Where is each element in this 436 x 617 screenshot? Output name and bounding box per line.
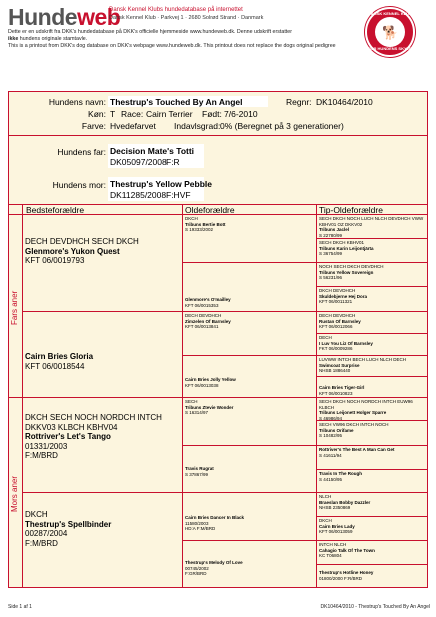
col-gen3: Tip-Oldeforældre — [319, 205, 383, 215]
gp-divider-2 — [22, 492, 428, 493]
ggp-divider-4 — [182, 540, 428, 541]
grandparent-4: DKCH Thestrup's Spellbinder 00287/2004 F:M/BRD — [25, 510, 112, 548]
mother-label: Hundens mor: — [52, 180, 106, 190]
disclaimer-da-1: Dette er en udskrift fra DKK's hundedatabase på DKK's officielle hjemmeside www.hundeweb.dk. Denne udskrift erstatter — [8, 29, 292, 35]
divider — [8, 135, 428, 136]
father-info: F:R — [166, 157, 180, 167]
gg-grandparent-8: Cairn Bries Tiger-Girl KFT 06/0010823 — [319, 385, 365, 396]
mother-name: Thestrup's Yellow Pebble — [110, 179, 213, 189]
gggp-divider-7 — [316, 516, 428, 517]
gg-grandparent-10: SECH VW96 DKCH INTCH NOCH Tribuns Orifame S 10482/95 — [319, 422, 389, 438]
ggp-divider-2 — [182, 355, 428, 356]
gg-grandparent-3: NOCH SECH DKCH DEVDHCH Tribuns Yellow Sovereign S 56231/96 — [319, 264, 384, 280]
gg-grandparent-1: SECH DKCH NOCH LUCH NLCH DEVDHCH VWW KBHV01 OZ DKKV02 Tribuns Jaclel S 22780/99 — [319, 216, 424, 238]
gg-grandparent-11: Rottriver's The Best A Man Can Get S 41611/94 — [319, 447, 395, 458]
great-grandparent-3: DECH DEVDHCH Zimzelen Of Barnsley KFT 06/0013841 — [185, 313, 231, 329]
mother-regnr: DK11285/2008 — [110, 190, 167, 200]
race-value: Cairn Terrier — [146, 109, 193, 119]
color-value: Hvedefarvet — [110, 121, 156, 131]
name-label: Hundens navn: — [48, 97, 106, 107]
grandparent-2: Cairn Bries Gloria KFT 06/0018544 — [25, 352, 94, 371]
regnr-label: Regnr: — [286, 97, 312, 107]
born-label: Født: — [202, 109, 222, 119]
gggp-divider-2 — [316, 286, 428, 287]
disclaimer-da-2: ikke hundens originale stamtavle. — [8, 36, 88, 42]
inbreeding-value: 0% (Beregnet på 3 generationer) — [220, 121, 344, 131]
regnr-value: DK10464/2010 — [316, 97, 373, 107]
org-line: Dansk Kennel Klubs hundedatabase på internettet — [109, 7, 243, 13]
great-grandparent-2: Glenmore's O'mailley KFT 06/0015353 — [185, 297, 231, 308]
great-grandparent-7: Cairn Bries Dancer In Black 11580/2003 HD:A F:M/BRD — [185, 515, 245, 531]
gggp-divider-3 — [316, 333, 428, 334]
gg-grandparent-16: Thestrup's Hotline Honey 01800/2000 F:R/BRD — [319, 570, 374, 581]
gggp-divider-1 — [316, 238, 428, 239]
dkk-badge-logo — [365, 7, 415, 57]
born-value: 7/6-2010 — [224, 109, 258, 119]
sex-label: Køn: — [88, 109, 106, 119]
gg-grandparent-5: DECH DEVDHCH Rustan Of Barnsley KFT 06/0012066 — [319, 313, 361, 329]
father-name: Decision Mate's Totti — [110, 146, 195, 156]
great-grandparent-1: DKCH Tribuns Bertie Bott S 19333/2002 — [185, 216, 226, 232]
mothers-side-label: Mors aner — [10, 475, 19, 512]
gggp-divider-8 — [316, 564, 428, 565]
gg-grandparent-2: SECH DKCH KBHV01 Tribuns Karin Leijontjärta S 36754/99 — [319, 240, 374, 256]
ggp-divider-1 — [182, 262, 428, 263]
gggp-divider-6 — [316, 469, 428, 470]
disclaimer-en: This is a printout from DKK's dog database on DKK's webpage www.hundeweb.dk. This printout does not replace the dogs original pedigree — [8, 43, 336, 49]
great-grandparent-6: Travis Rugrat S 37867/99 — [185, 466, 214, 477]
sex-value: T — [110, 109, 116, 119]
gp-divider-1 — [22, 311, 428, 312]
footer-page: Side 1 af 1 — [8, 604, 32, 610]
race-label: Race: — [121, 109, 144, 119]
badge-bottom-text: FOR HUNDENS SKYLD — [367, 46, 412, 51]
father-regnr: DK05097/2008 — [110, 157, 167, 167]
col-gen2: Oldeforældre — [185, 205, 235, 215]
hundeweb-logo: Hundeweb — [8, 4, 121, 30]
gg-grandparent-13: NLCH Braeslan Bobby Dazzler NHSB 2350869 — [319, 494, 371, 510]
address-line: Dansk Kennel Klub · Parkvej 1 · 2680 Solrød Strand · Danmark — [109, 15, 264, 21]
great-grandparent-4: Cairn Bries Jolly Yellow KFT 06/0013038 — [185, 377, 236, 388]
badge-top-text: DANSK KENNEL KLUB — [368, 11, 412, 16]
grandparent-1: DECH DEVDHCH SECH DKCH Glenmore's Yukon Quest KFT 06/0019793 — [25, 237, 139, 265]
dog-name: Thestrup's Touched By An Angel — [110, 97, 243, 107]
inbreeding-label: Indavlsgrad: — [174, 121, 221, 131]
footer-right: DK10464/2010 - Thestrup's Touched By An Angel — [320, 604, 430, 610]
color-label: Farve: — [81, 121, 106, 131]
mother-info: F:HVF — [166, 190, 191, 200]
gg-grandparent-14: DKCH Cairn Bries Lady KFT 06/0013059 — [319, 518, 355, 534]
gg-grandparent-6: DECH I Luv You Liz Of Barnsley FKT 06/0009286 — [319, 335, 373, 351]
great-grandparent-8: Thestrup's Melody Of Love 00745/2002 F:GR/BRD — [185, 560, 243, 576]
col-gen1: Bedsteforældre — [26, 205, 85, 215]
ggp-divider-3 — [182, 445, 428, 446]
fathers-side-label: Fars aner — [10, 290, 19, 325]
sire-dam-divider — [8, 397, 428, 398]
side-col-line — [22, 204, 23, 588]
gg-grandparent-7: LUVWW INTCH BECH LUCH NLCH DECH Swimcoat Surprise NHSB 1886440 — [319, 357, 407, 373]
great-grandparent-5: SECH Tribuns Ztevie Wonder S 16314/97 — [185, 399, 234, 415]
father-label: Hundens far: — [57, 147, 106, 157]
grandparent-3: DKCH SECH NOCH NORDCH INTCH DKKV03 KLBCH KBHV04 Rottriver's Let's Tango 01331/2003 F:M/BRD — [25, 413, 162, 460]
scottie-dog-icon: 🐕 — [382, 25, 399, 40]
gg-grandparent-4: DKCH DEVDHCH Skuldebjerne Hej Dora KFT 06/0011321 — [319, 288, 368, 304]
gg-grandparent-12: Travis In The Rough S 44150/95 — [319, 471, 363, 482]
gggp-divider-4 — [316, 376, 428, 377]
gg-grandparent-15: INTCH NLCH Cahagio Talk Of The Town KC T06804 — [319, 542, 375, 558]
disclaimer — [8, 29, 353, 50]
gg-grandparent-9: SECH DKCH NOCH NORDCH INTCH EUW96 KLBCH Tribuns Leijonett Holger Sparre S 46986/94 — [319, 399, 413, 421]
